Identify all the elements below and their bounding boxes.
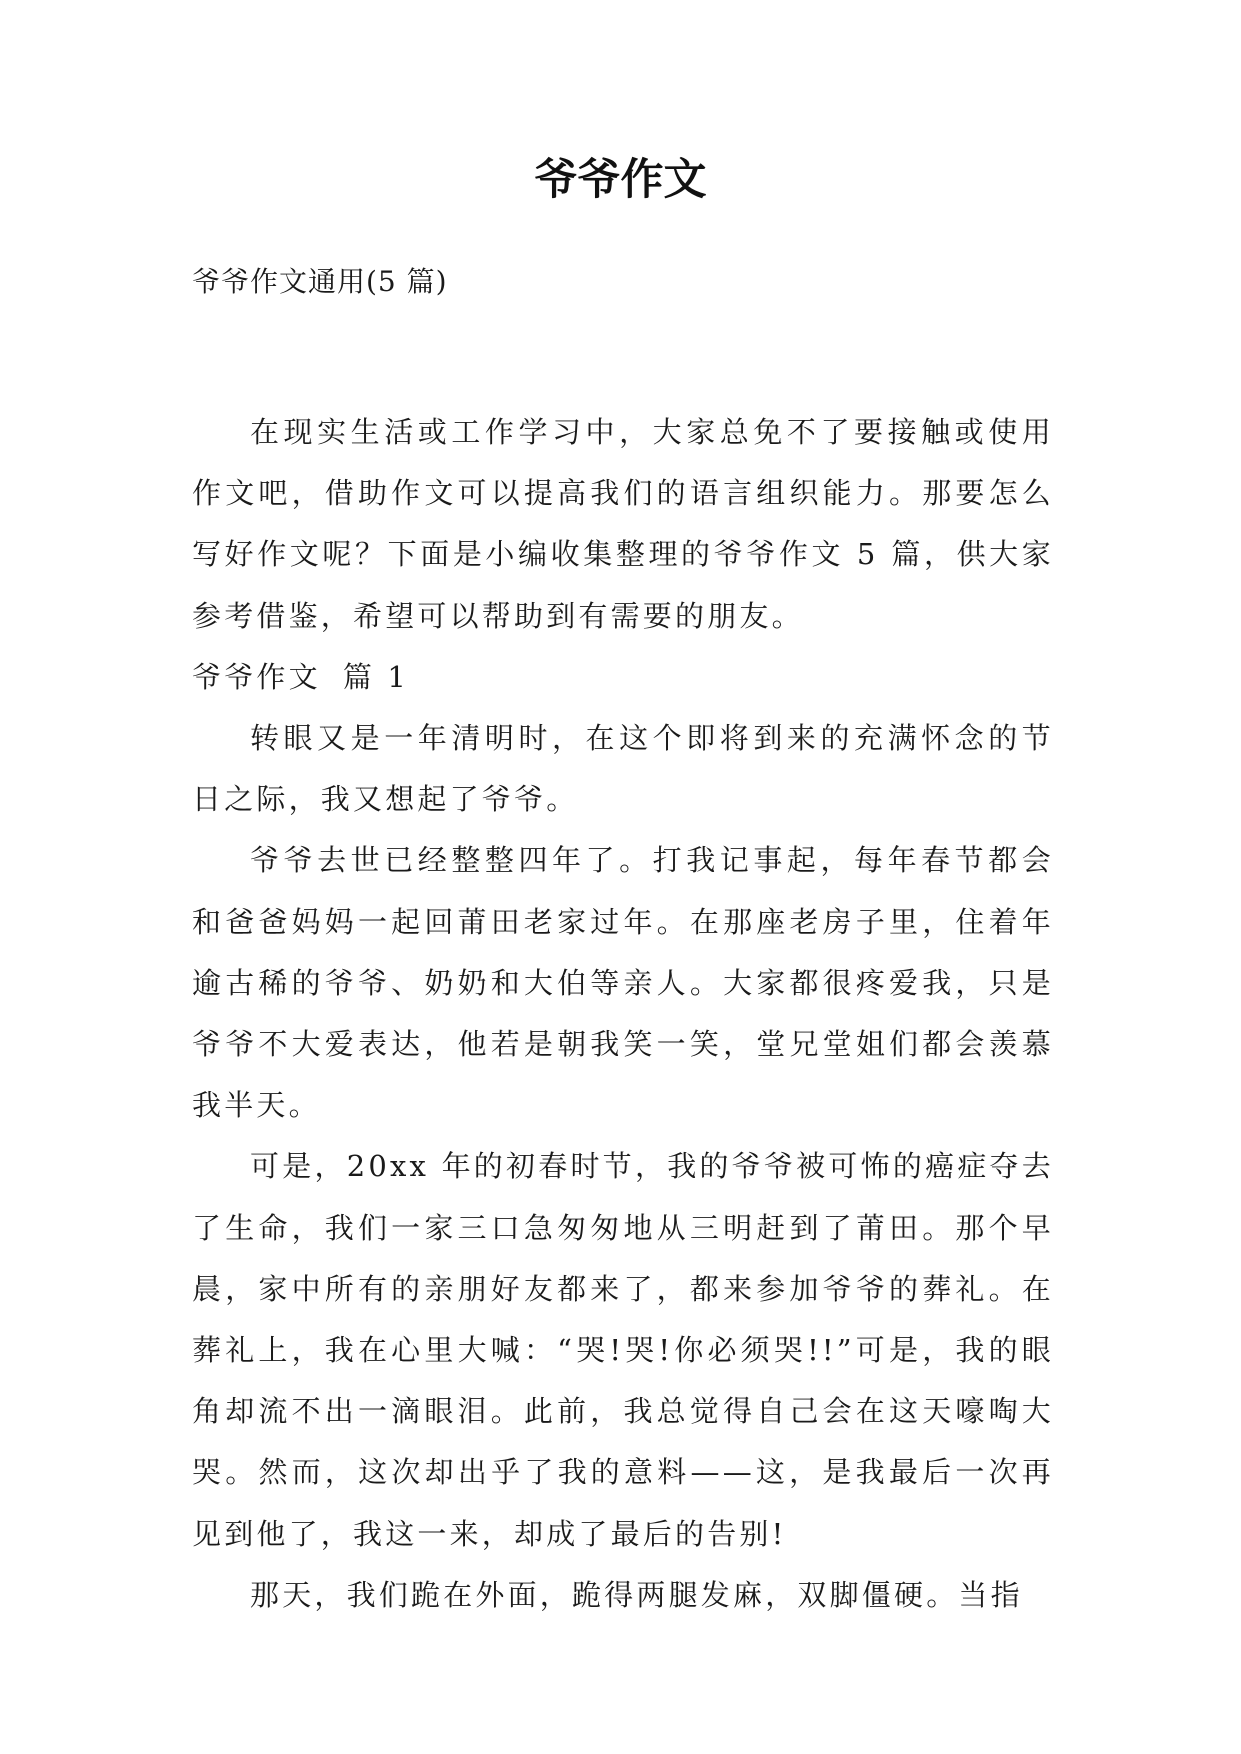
document-body — [192, 402, 1054, 1626]
section-heading-text: 爷爷作文 — [192, 659, 321, 694]
body-paragraph: 可是，20xx 年的初春时节，我的爷爷被可怖的癌症夺去了生命，我们一家三口急匆匆地从三明赶到了莆田。那个早晨，家中所有的亲朋好友都来了，都来参加爷爷的葬礼。在葬礼上，我在心里大喊：“哭!哭!你必须哭!!”可是，我的眼角却流不出一滴眼泪。此前，我总觉得自己会在这天嚎啕大哭。然而，这次却出乎了我的意料——这，是我最后一次再见到他了，我这一来，却成了最后的告别! — [192, 1149, 1054, 1551]
document-title: 爷爷作文 — [534, 155, 707, 205]
section-heading-label: 篇 1 — [342, 659, 410, 694]
body-paragraph: 转眼又是一年清明时，在这个即将到来的充满怀念的节日之际，我又想起了爷爷。 — [192, 721, 1054, 817]
body-paragraph: 那天，我们跪在外面，跪得两腿发麻，双脚僵硬。当指 — [250, 1577, 1023, 1612]
section-heading — [192, 647, 1054, 708]
document-subtitle: 爷爷作文通用(5 篇) — [192, 265, 448, 298]
body-paragraph: 爷爷去世已经整整四年了。打我记事起，每年春节都会和爸爸妈妈一起回莆田老家过年。在那座老房子里，住着年逾古稀的爷爷、奶奶和大伯等亲人。大家都很疼爱我，只是爷爷不大爱表达，他若是朝我笑一笑，堂兄堂姐们都会羡慕我半天。 — [192, 843, 1054, 1123]
intro-paragraph: 在现实生活或工作学习中，大家总免不了要接触或使用作文吧，借助作文可以提高我们的语言组织能力。那要怎么写好作文呢？下面是小编收集整理的爷爷作文 5 篇，供大家参考借鉴，希望可以帮助到有需要的朋友。 — [192, 415, 1054, 633]
